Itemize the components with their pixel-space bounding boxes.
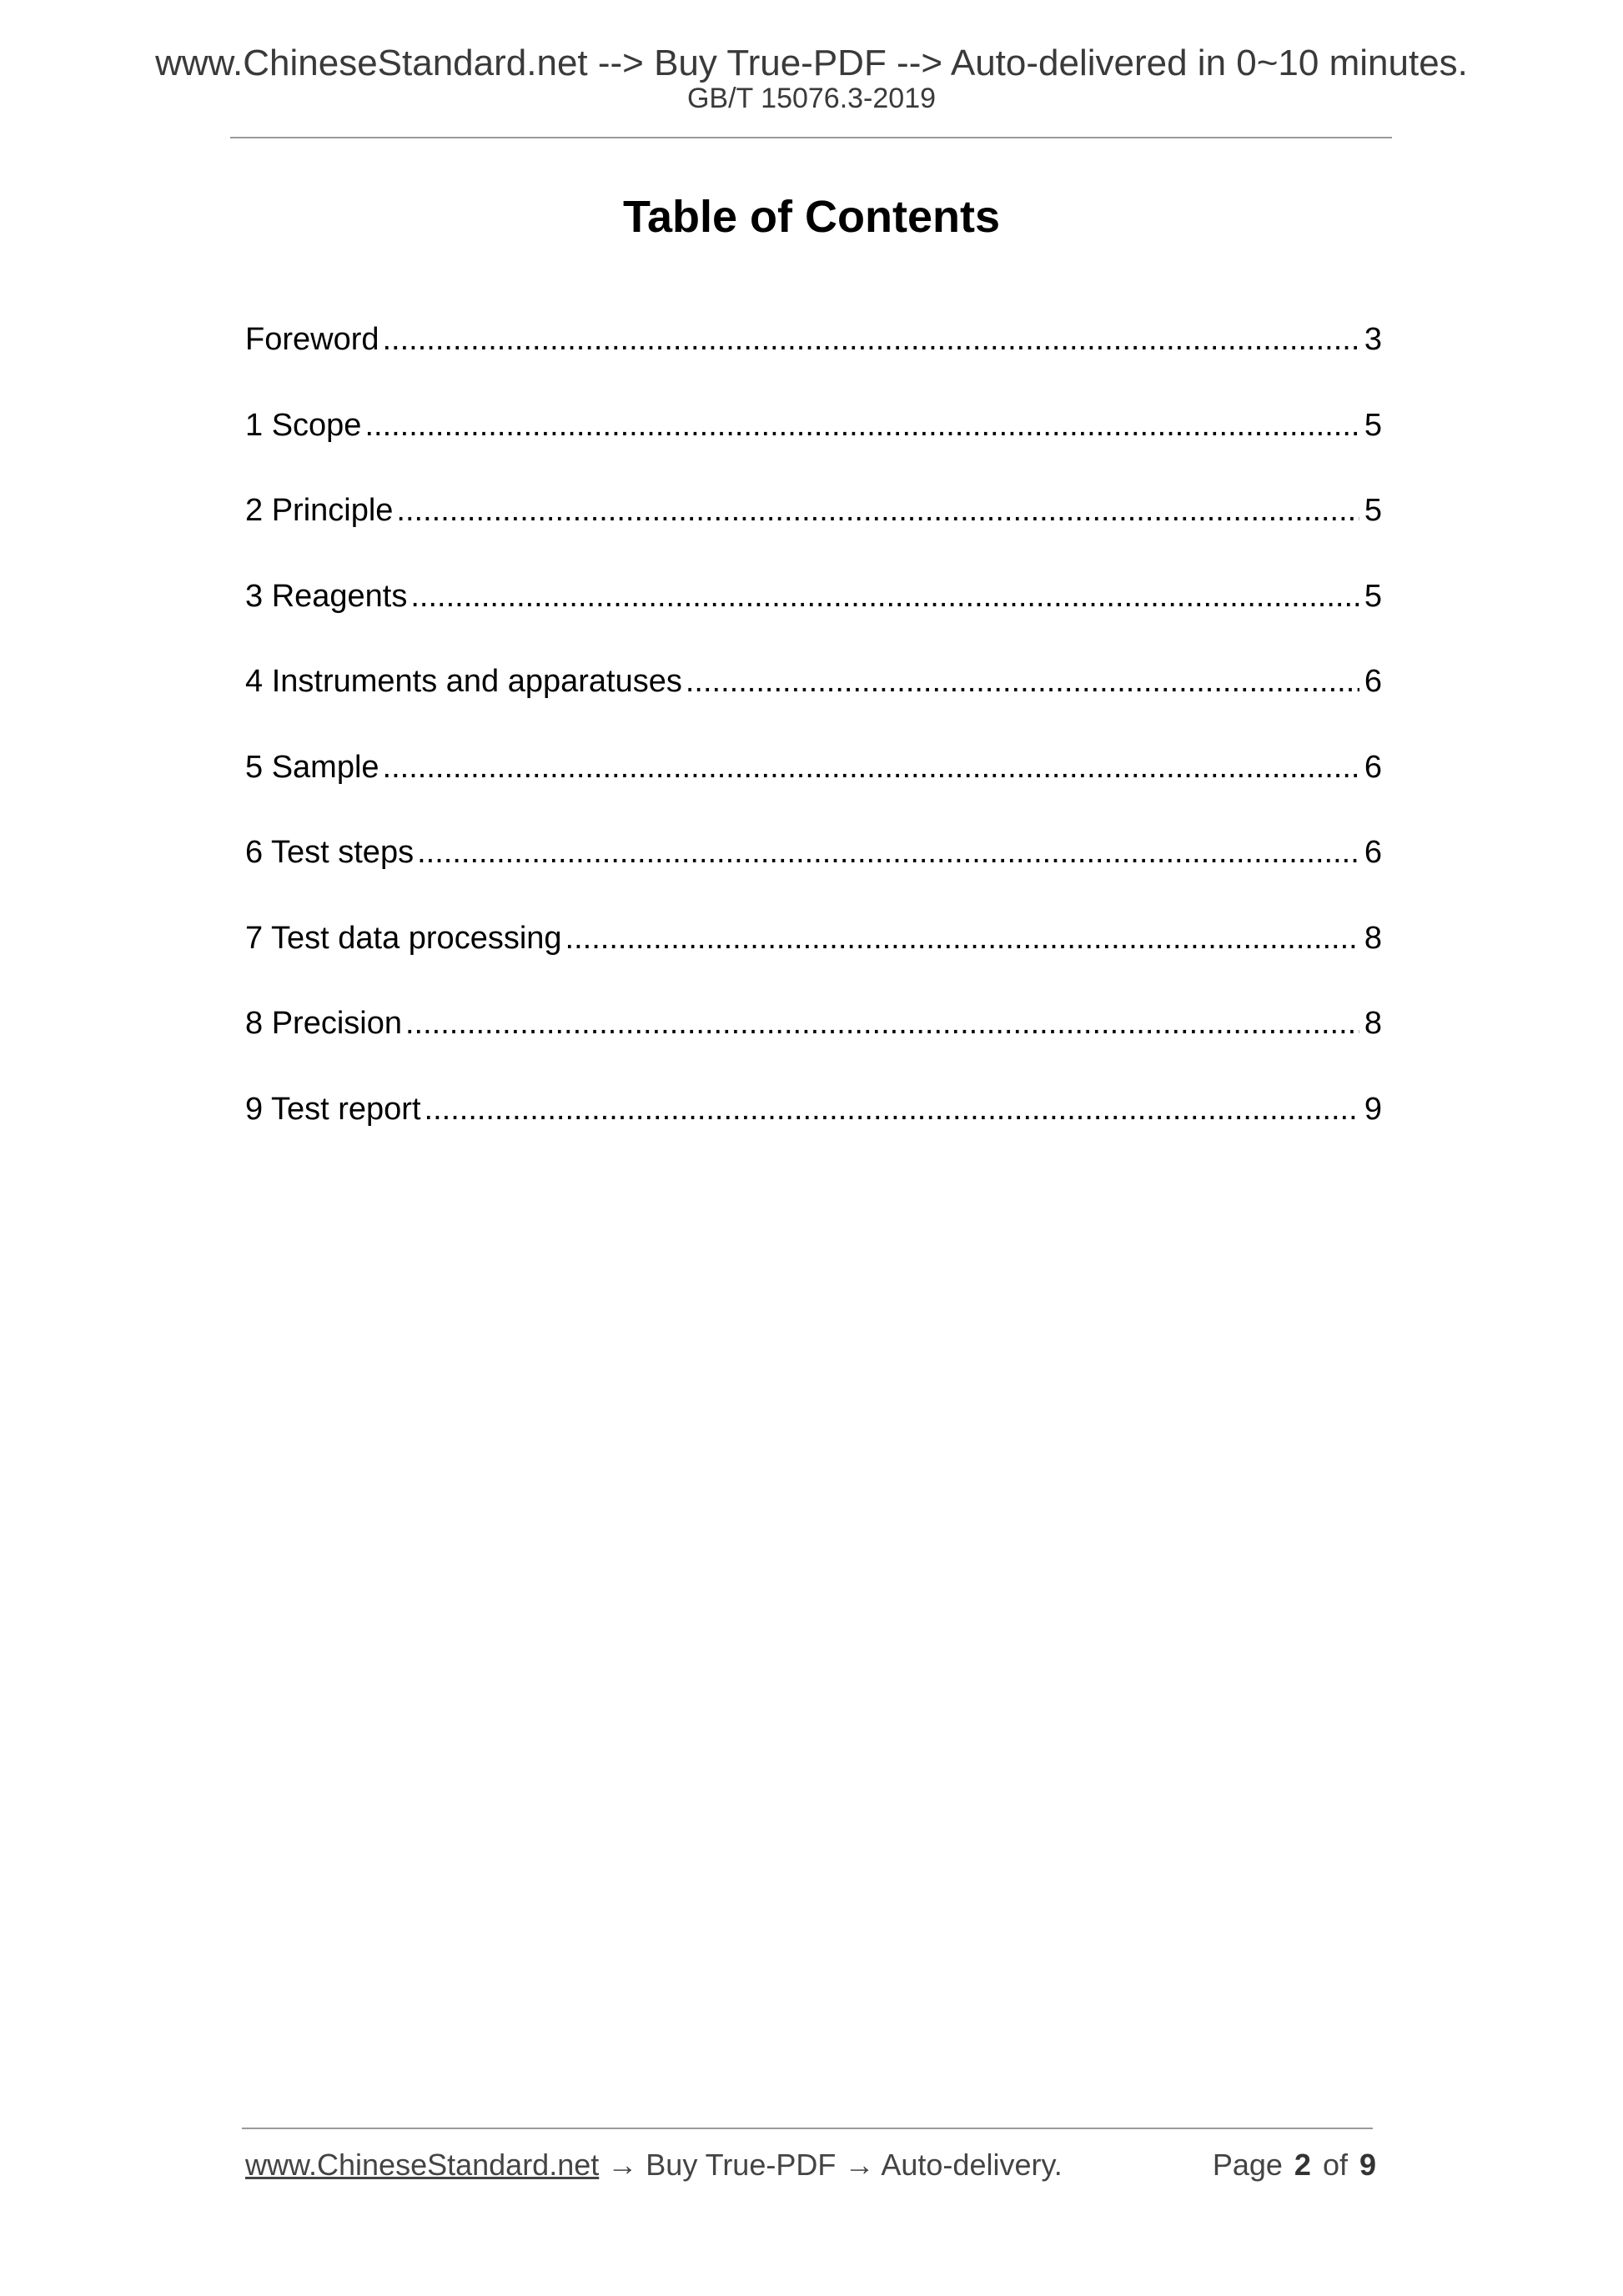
toc-dot-leader [410,577,1359,615]
toc-entry-label: 4 Instruments and apparatuses [245,664,682,699]
buy-pdf-text: Buy True-PDF [646,2148,837,2182]
page-indicator [1213,2145,1376,2185]
toc-entry-label: 7 Test data processing [245,920,562,956]
toc-entry-label: 3 Reagents [245,578,408,614]
toc-dot-leader [405,1004,1359,1042]
toc-entry-data-processing[interactable] [245,919,1382,1005]
of-label: of [1322,2148,1348,2182]
toc-dot-leader [425,1090,1359,1128]
arrow-right-icon: → [607,2148,638,2182]
toc-entry-test-report[interactable] [245,1090,1382,1176]
page-footer [245,2145,1376,2185]
toc-entry-precision[interactable] [245,1004,1382,1090]
toc-entry-label: 6 Test steps [245,835,415,870]
toc-dot-leader [383,320,1359,359]
toc-entry-sample[interactable] [245,748,1382,834]
footer-divider [242,2128,1373,2129]
toc-entry-page: 8 [1364,920,1382,956]
toc-dot-leader [686,662,1359,701]
toc-entry-page: 5 [1364,493,1382,528]
table-of-contents [245,320,1382,1175]
toc-entry-page: 6 [1364,664,1382,699]
toc-entry-instruments[interactable] [245,662,1382,748]
toc-entry-test-steps[interactable] [245,833,1382,919]
toc-entry-label: 9 Test report [245,1091,421,1127]
toc-entry-label: 1 Scope [245,407,362,443]
site-link[interactable]: www.ChineseStandard.net [245,2148,600,2182]
toc-entry-reagents[interactable] [245,577,1382,663]
footer-promo [245,2145,1063,2185]
page-title: Table of Contents [623,192,1000,242]
toc-entry-page: 8 [1364,1006,1382,1041]
toc-entry-scope[interactable] [245,406,1382,492]
toc-dot-leader [565,919,1359,957]
toc-entry-page: 3 [1364,322,1382,357]
total-pages-number: 9 [1359,2148,1376,2182]
site-banner: www.ChineseStandard.net --> Buy True-PDF --> Auto-delivered in 0~10 minutes. [155,43,1468,83]
toc-entry-label: 5 Sample [245,749,379,785]
toc-dot-leader [364,406,1359,445]
toc-entry-principle[interactable] [245,491,1382,577]
toc-dot-leader [417,833,1359,872]
toc-entry-page: 9 [1364,1091,1382,1127]
header-divider [230,137,1392,138]
toc-entry-label: 2 Principle [245,493,394,528]
toc-entry-page: 6 [1364,835,1382,870]
toc-entry-foreword[interactable] [245,320,1382,406]
toc-entry-label: 8 Precision [245,1006,402,1041]
page-label: Page [1212,2148,1283,2182]
toc-entry-page: 5 [1364,578,1382,614]
toc-entry-page: 6 [1364,749,1382,785]
toc-dot-leader [396,491,1359,530]
toc-entry-label: Foreword [245,322,379,357]
toc-dot-leader [383,748,1359,786]
arrow-right-icon: → [844,2148,875,2182]
toc-entry-page: 5 [1364,407,1382,443]
auto-delivery-text: Auto-delivery. [881,2148,1063,2182]
current-page-number: 2 [1294,2148,1311,2182]
document-number: GB/T 15076.3-2019 [686,83,937,114]
